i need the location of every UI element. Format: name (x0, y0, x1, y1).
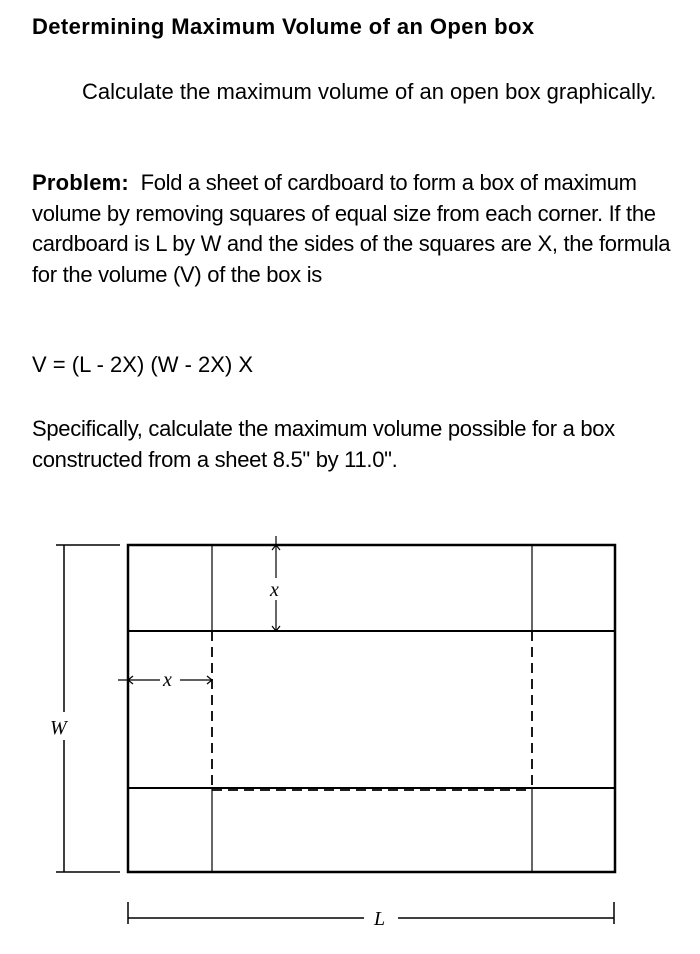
page-title: Determining Maximum Volume of an Open box (32, 14, 535, 39)
label-l: L (374, 908, 386, 930)
objective-text: Calculate the maximum volume of an open box graphically. (82, 79, 657, 104)
label-x-side: x (163, 669, 172, 691)
problem-label: Problem: (32, 170, 129, 195)
label-w: W (50, 717, 67, 739)
label-x-top: x (270, 579, 279, 601)
problem-text: Fold a sheet of cardboard to form a box of maximum volume by removing squares of equal size from each corner. If the cardboard is L by W and the sides of the squares are X, the formula for the volume (V) of the box is (32, 170, 671, 287)
problem-paragraph (32, 168, 696, 290)
cardboard-diagram (0, 500, 700, 954)
cardboard-sheet-outline (128, 545, 615, 872)
specific-task-text: Specifically, calculate the maximum volume possible for a box constructed from a sheet 8.5" by 11.0". (32, 416, 615, 472)
volume-formula: V = (L - 2X) (W - 2X) X (32, 352, 254, 377)
